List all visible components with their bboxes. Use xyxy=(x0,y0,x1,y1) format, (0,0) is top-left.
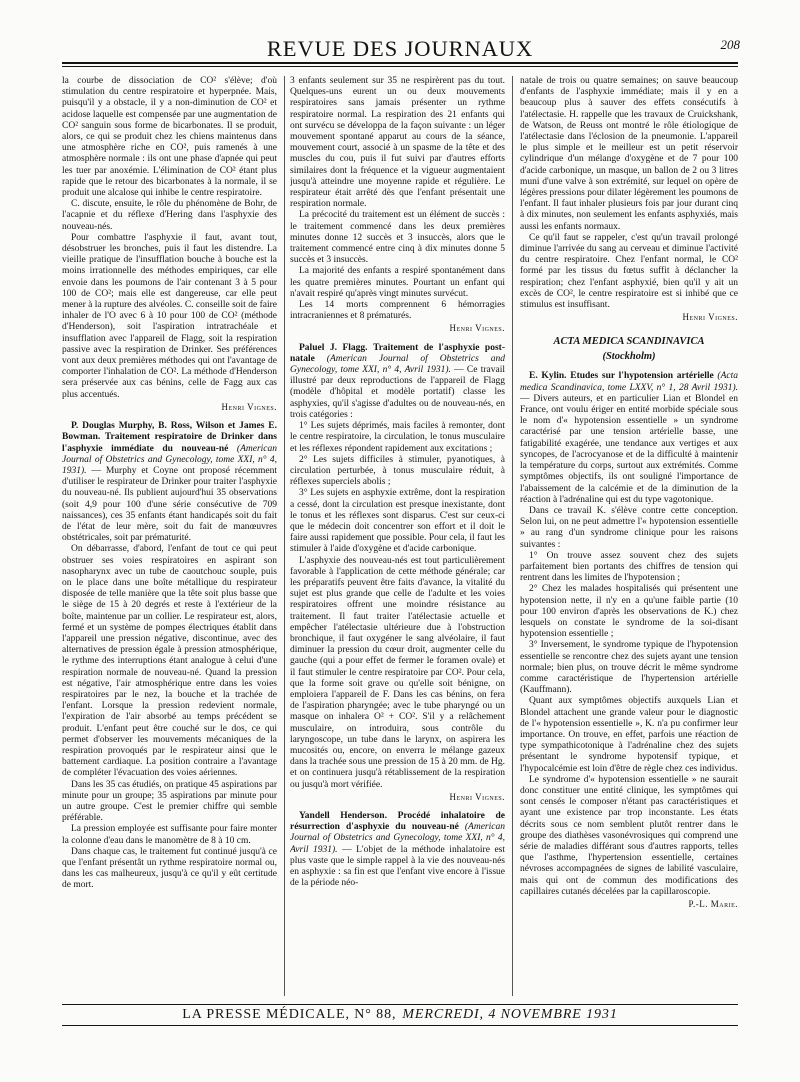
article-source: (American Journal of Obstetrics and Gynecology, tome XXI, n° 4, Avril 1931). xyxy=(290,353,505,376)
article-heading xyxy=(290,343,505,421)
paragraph: Pour combattre l'asphyxie il faut, avant tout, désobstruer les bronches, puis il faut les distendre. La vieille pratique de l'insufflation bouche à bouche est la moins irrationnelle des méthodes empiriques, car elle envoie dans les poumons de l'air contenant 3 à 5 pour 100 de CO²; mais elle est dangereuse, car elle peut mener à la rupture des alvéoles. C. conseille soit de faire inhaler de l'O avec 6 à 10 pour 100 de CO² (méthode d'Henderson), soit l'aspiration intratrachéale et insufflation avec l'appareil de Flagg, soit la respiration passive avec la respiration de Drinker. Ses préférences vont aux deux premières méthodes qui ont l'avantage de comporter l'inhalation de CO². La méthode d'Henderson sera préservée aux cas bénins, celle de Fagg aux cas plus accentués. xyxy=(62,232,277,400)
journal-city: (Stockholm) xyxy=(602,351,656,363)
signature: P.-L. Marie. xyxy=(688,899,738,910)
article-source: (Acta medica Scandinavica, tome LXXV, n° 1, 28 Avril 1931). xyxy=(520,371,738,393)
paragraph: Dans ce travail K. s'élève contre cette conception. Selon lui, on ne peut admettre l'« hypotension essentielle » au rang d'un syndrome clinique pour les raisons suivantes : xyxy=(520,505,738,550)
running-title: REVUE DES JOURNAUX xyxy=(266,36,534,61)
article-henderson-continued xyxy=(520,76,738,323)
signature: Henri Vignes. xyxy=(682,312,738,323)
article-authors: E. Kylin. xyxy=(529,371,567,382)
article-continued xyxy=(62,76,277,413)
article-title: Traitement respiratoire de Drinker dans l'asphyxie immédiate du nouveau-né xyxy=(62,432,277,454)
paragraph: On débarrasse, d'abord, l'enfant de tout ce qui peut obstruer ses voies respiratoires en aspirant son nasopharynx avec un tube de caoutchouc souple, puis on le place dans une boîte métallique du respirateur disposée de telle manière que la tête soit plus basse que le siège de 15 à 20 degrés et reste à l'extérieur de la boîte, maintenue par un collier. Le respirateur est, alors, fermé et un système de pompes électriques établit dans l'appareil une pression négative, discontinue, avec des alternatives de pression égale à pression atmosphérique, le rythme des interruptions étant analogue à celui d'une respiration normale de nouveau-né. Quand la pression est négative, l'air atmosphérique entre dans les voies respiratoires par le nez, la bouche et la trachée de l'enfant. Lorsque la pression redevient normale, l'expiration de l'air absorbé au temps précédent se produit. L'enfant peut être couché sur le dos, ce qui permet d'observer les mouvements mécaniques de la respiration provoqués par le respirateur ainsi que le battement cardiaque. La position contraire a l'avantage de compléter l'évacuation des voies aériennes. xyxy=(62,544,277,779)
paragraph: 2° Les sujets difficiles à stimuler, pyanotiques, à circulation perturbée, à tonus musculaire réduit, à réflexes superciels abolis ; xyxy=(290,454,505,488)
article-henderson xyxy=(290,811,505,889)
article-heading xyxy=(62,421,277,544)
paragraph: 3 enfants seulement sur 35 ne respirèrent pas du tout. Quelques-uns eurent un ou deux mouvements respiratoires sans jamais présenter un rythme respiratoire normal. La respiration des 21 enfants qui ont survécu se développa de la façon suivante : un léger mouvement spontané apparut au cours de la séance, mouvement court, associé à un spasme de la tête et des muscles du cou, puis il fut suivi par d'autres efforts similaires dont la fréquence et la vigueur augmentaient jusqu'à atteindre une moyenne rapide et régulière. Le respirateur était arrêté dès que l'enfant présentait une respiration normale. xyxy=(290,76,505,210)
article-authors: P. Douglas Murphy, B. Ross, Wilson et James E. Bowman. xyxy=(62,421,277,443)
article-title: Traitement de l'asphyxie post-natale xyxy=(290,342,505,364)
paragraph: Les 14 morts comprennent 6 hémorragies intracraniennes et 8 prématurés. xyxy=(290,300,505,322)
footer-journal: LA PRESSE MÉDICALE, N° 88, xyxy=(182,1007,397,1022)
paragraph: C. discute, ensuite, le rôle du phénomène de Bohr, de l'acapnie et du réflexe d'Hering dans l'asphyxie des nouveau-nés. xyxy=(62,199,277,232)
column-divider xyxy=(512,76,513,996)
page-footer xyxy=(62,1004,738,1026)
paragraph: 3° Les sujets en asphyxie extrême, dont la respiration a cessé, dont la circulation est presque inexistante, dont le tonus et les réflexes sont disparus. C'est sur ceux-ci que le médecin doit concentrer son effort et il doit le faire aussi rapidement que possible. Pour cela, il faut les stimuler à l'aide d'oxygène et d'acide carbonique. xyxy=(290,488,505,555)
paragraph: — Ce travail illustré par deux reproductions de l'appareil de Flagg (modèle d'hôpital et modèle portatif) classe les asphyxies, qu'il s'agisse d'adultes ou de nouveau-nés, en trois catégories : xyxy=(290,365,505,420)
page-header xyxy=(62,36,738,62)
header-rule-thin xyxy=(62,66,738,67)
paragraph: Dans les 35 cas étudiés, on pratique 45 aspirations par minute pour un groupe; 35 aspirations par minute pour un autre groupe. C'est le premier chiffre qui semble préférable. xyxy=(62,779,277,824)
article-murphy xyxy=(62,421,277,892)
footer-date: MERCREDI, 4 NOVEMBRE 1931 xyxy=(402,1007,618,1022)
article-flagg xyxy=(290,343,505,803)
article-murphy-continued xyxy=(290,76,505,335)
article-kylin xyxy=(520,371,738,910)
paragraph: — Murphy et Coyne ont proposé récemment d'utiliser le respirateur de Drinker pour traiter l'asphyxie du nouveau-né. Ils publient aujourd'hui 35 observations (soit 4,9 pour 100 d'une série consécutive de 709 naissances), ces 35 enfants étant handicapés soit du fait de l'état de leur mère, soit du fait de manœuvres obstétricales, soit par prématurité. xyxy=(62,465,277,544)
header-rule xyxy=(62,62,738,64)
paragraph: 1° On trouve assez souvent chez des sujets parfaitement bien portants des chiffres de tension qui rentrent dans les limites de l'hypotension ; xyxy=(520,550,738,584)
paragraph: La majorité des enfants a respiré spontanément dans les quatre premières minutes. Pourtant un enfant qui n'avait respiré qu'après vingt minutes survécut. xyxy=(290,266,505,299)
article-source: (American Journal of Obstetrics and Gynecology, tome XXI, n° 4, Avril 1931). xyxy=(290,822,505,855)
article-title: Etudes sur l'hypotension artérielle xyxy=(570,371,714,382)
signature: Henri Vignes. xyxy=(449,323,505,334)
article-source: (American Journal of Obstetrics and Gynecology, tome XXI, n° 4, 1931). xyxy=(62,443,277,476)
paragraph: 1° Les sujets déprimés, mais faciles à remonter, dont le centre respiratoire, la circulation, le tonus musculaire et les réflexes répondent rapidement aux excitations ; xyxy=(290,421,505,454)
paragraph: La précocité du traitement est un élément de succès : le traitement commencé dans les deux premières minutes donne 12 succès et 3 insuccès, alors que le traitement commencé entre cinq à dix minutes donne 5 succès et 3 insuccès. xyxy=(290,210,505,266)
paragraph: 3° Inversement, le syndrome typique de l'hypotension essentielle se rencontre chez des sujets ayant une tension normale; bien plus, on trouve décrit le même syndrome comme caractéristique de l'hypertension artérielle (Kauffmann). xyxy=(520,640,738,696)
paragraph: L'asphyxie des nouveau-nés est tout particulièrement favorable à l'application de cette méthode générale; car les préparatifs peuvent être faits d'avance, la vitalité du sujet est plus grande que celle de l'adulte et les voies respiratoires offrent une moindre résistance au traitement. Il faut traiter l'atélectasie actuelle et empêcher l'atélectasie ultérieure due à l'obstruction bronchique, il faut oxygéner le sang alvéolaire, il faut diminuer la pression du cœur droit, augmenter celle du gauche (qui a pour effet de fermer le foramen ovale) et il faut stimuler le centre respiratoire par CO². Pour cela, que la forme soit grave ou qu'elle soit bénigne, on emploiera l'appareil de F. Dans les cas bénins, on fera de l'aspiration pharyngée; avec le tube pharyngé ou un masque on inhalera O² + CO². S'il y a relâchement musculaire, on introduira, sous contrôle du laryngoscope, un tube dans le larynx, on aspirera les mucosités ou, encore, on enverra le mélange gazeux dans la trachée sous une pression de 15 à 20 mm. de Hg. et on continuera jusqu'à rétablissement de la respiration ou jusqu'à mort vérifiée. xyxy=(290,555,505,790)
column-left xyxy=(62,76,277,996)
article-authors: Paluel J. Flagg. xyxy=(299,342,368,353)
article-authors: Yandell Henderson. xyxy=(299,811,387,821)
signature: Henri Vignes. xyxy=(221,401,277,412)
article-heading xyxy=(290,811,505,889)
paragraph: La pression employée est suffisante pour faire monter la colonne d'eau dans le manomètre de 8 à 10 cm. xyxy=(62,824,277,846)
column-middle xyxy=(290,76,505,996)
article-heading xyxy=(520,371,738,505)
paragraph: la courbe de dissociation de CO² s'élève; d'où stimulation du centre respiratoire et hyperpnée. Mais, puisqu'il y a obstacle, il y a non-diminution de CO² et acidose laquelle est compensée par une augmentation de CO² sanguin sous forme de bicarbonates. Il se produit, alors, ce qui se produit chez les chiens maintenus dans une atmosphère riche en CO², puis ramenés à une atmosphère normale : ils ont une phase d'apnée qui peut les tuer par anoxémie. L'élimination de CO² étant plus rapide que le retour des bicarbonates à la normale, il se produit une alcalose qui inhibe le centre respiratoire. xyxy=(62,76,277,199)
column-divider xyxy=(284,76,285,996)
column-right xyxy=(520,76,738,996)
paragraph: natale de trois ou quatre semaines; on sauve beaucoup d'enfants de l'asphyxie immédiate; mais il y en a beaucoup plus à sauver des effets consécutifs à l'atélectasie. H. rappelle que les travaux de Cruickshank, de Watson, de Reuss ont montré le rôle étiologique de l'atélectasie dans l'éclosion de la pneumonie. L'appareil le plus simple et le meilleur est un petit réservoir cylindrique d'un mélange d'oxygène et de 7 pour 100 d'acide carbonique, un masque, un ballon de 2 ou 3 litres muni d'une valve à son extrémité, sur lequel on opère de légères pressions pour dilater légèrement les poumons de l'enfant. Il faut inhaler plusieurs fois par jour durant cinq à dix minutes, non seulement les enfants asphyxiés, mais aussi les enfants normaux. xyxy=(520,76,738,232)
paragraph: Dans chaque cas, le traitement fut continué jusqu'à ce que l'enfant présentât un rythme respiratoire normal ou, dans les cas malheureux, jusqu'à ce qu'il y eût certitude de mort. xyxy=(62,846,277,891)
article-title: Procédé inhalatoire de résurrection d'asphyxie du nouveau-né xyxy=(290,811,505,833)
page-number: 208 xyxy=(720,37,740,52)
paragraph: — Divers auteurs, et en particulier Lian et Blondel en France, ont voulu ériger en entité morbide spéciale sous le nom d'« hypotension essentielle » un syndrome caractérisé par une tension artérielle basse, une fatigabilité exagérée, une tendance aux vertiges et aux syncopes, de l'acrocyanose et de la difficulté à maintenir la température du corps, surtout aux extrémités. Comme symptômes objectifs, ils ont souligné l'importance de l'abaissement de la calcémie et de la diminution de la réaction à l'adrénaline qui est du type vagotonique. xyxy=(520,393,738,505)
paragraph: Ce qu'il faut se rappeler, c'est qu'un travail prolongé diminue l'arrivée du sang au cerveau et diminue l'activité du centre respiratoire. Chez l'enfant normal, le CO² formé par les tissus du fœtus suffit à déclancher la respiration; chez l'enfant asphyxié, bien qu'il y ait un excès de CO², le centre respiratoire est si inhibé que ce stimulus est insuffisant. xyxy=(520,232,738,311)
paragraph: 2° Chez les malades hospitalisés qui présentent une hypotension nette, il n'y en a qu'une faible partie (10 pour 100 environ d'après les observations de K.) chez lesquels on constate le syndrome de la soi-disant hypotension essentielle ; xyxy=(520,584,738,640)
signature: Henri Vignes. xyxy=(449,791,505,802)
journal-heading: ACTA MEDICA SCANDINAVICA xyxy=(553,336,705,348)
paragraph: Quant aux symptômes objectifs auxquels Lian et Blondel attachent une grande valeur pour le diagnostic de l'« hypotension essentielle », K. n'a pu confirmer leur importance. On trouve, en effet, parfois une réaction de type sympathicotonique à l'adrénaline chez des sujets présentant le syndrome hypotensif typique, et l'hypocalcémie est loin d'être de règle chez ces individus. xyxy=(520,696,738,774)
paragraph: — L'objet de la méthode inhalatoire est plus vaste que le simple rappel à la vie des nouveau-nés en asphyxie : sa fin est que l'enfant vive encore à l'issue de la période néo- xyxy=(290,844,505,889)
paragraph: Le syndrome d'« hypotension essentielle » ne saurait donc constituer une entité clinique, les symptômes qui sont censés le composer n'étant pas caractéristiques et ayant une existence par trop inconstante. Les états décrits sous ce nom semblent plutôt rentrer dans le groupe des diathèses vasonévrosiques qui comprend une série de maladies différant sous d'autres rapports, telles que l'asthme, l'hypertension essentielle, certaines névroses accompagnées de signes de labilité vasculaire, mais qui ont de commun des modifications des capillaires cutanés décelées par la capillaroscopie. xyxy=(520,774,738,897)
